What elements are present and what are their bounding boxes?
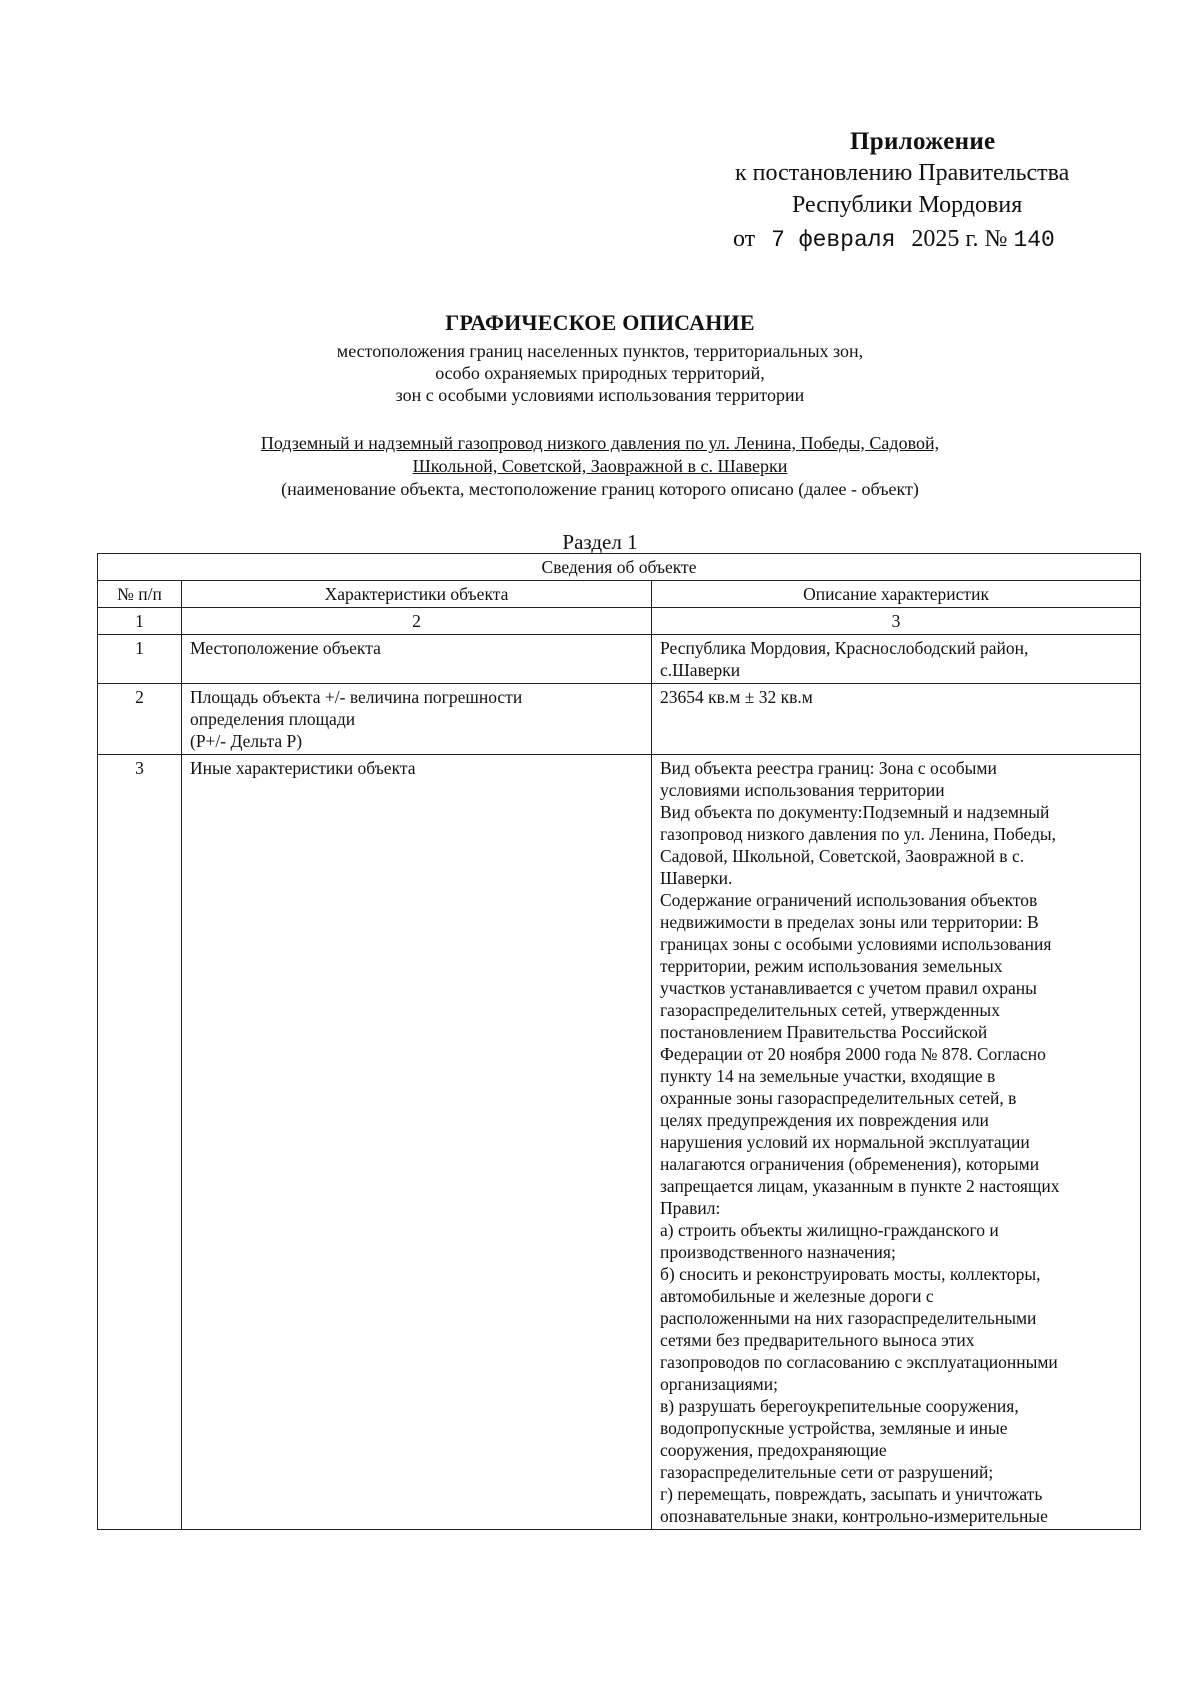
description-line: Федерации от 20 ноября 2000 года № 878. Согласно [660, 1044, 1046, 1064]
table-body [98, 635, 1141, 1530]
column-number-2: 2 [182, 608, 652, 635]
document-subtitle-line-3: зон с особыми условиями использования территории [395, 385, 805, 405]
appendix-line-1: к постановлению Правительства [735, 160, 1070, 186]
description-line: производственного назначения; [660, 1242, 896, 1262]
table-row [98, 755, 1141, 1530]
document-subtitle-line-2: особо охраняемых природных территорий, [435, 363, 765, 383]
description-line: с.Шаверки [660, 660, 741, 680]
description-line: Вид объекта реестра границ: Зона с особыми [660, 758, 997, 778]
description-line: организациями; [660, 1374, 778, 1394]
object-name-line-1: Подземный и надземный газопровод низкого давления по ул. Ленина, Победы, Садовой, [260, 433, 940, 453]
object-info-table [97, 553, 1141, 1530]
appendix-year: 2025 г. № [911, 226, 1008, 252]
description-line: территории, режим использования земельных [660, 956, 1003, 976]
column-number-1: 1 [98, 608, 182, 635]
description-line: налагаются ограничения (обременения), которыми [660, 1154, 1040, 1174]
appendix-line-2: Республики Мордовия [792, 192, 1023, 218]
characteristic-line: Иные характеристики объекта [190, 758, 416, 778]
description-line: опознавательные знаки, контрольно-измерительные [660, 1506, 1048, 1526]
description-line: а) строить объекты жилищно-гражданского и [660, 1220, 999, 1240]
row-number: 3 [98, 755, 182, 1530]
column-number-row [98, 608, 1141, 635]
header-description: Описание характеристик [652, 581, 1141, 608]
object-name-caption: (наименование объекта, местоположение границ которого описано (далее - объект) [281, 479, 919, 499]
description-line: автомобильные и железные дороги с [660, 1286, 934, 1306]
characteristic-line: (Р+/- Дельта Р) [190, 731, 303, 751]
description-line: расположенными на них газораспределительными [660, 1308, 1037, 1328]
description-line: газопроводов по согласованию с эксплуатационными [660, 1352, 1058, 1372]
appendix-date: 7 февраля [771, 227, 896, 253]
description-line: целях предупреждения их повреждения или [660, 1110, 989, 1130]
description-line: пункту 14 на земельные участки, входящие в [660, 1066, 996, 1086]
description-line: Правил: [660, 1198, 721, 1218]
description-line: охранные зоны газораспределительных сетей, в [660, 1088, 1017, 1108]
description-line: 23654 кв.м ± 32 кв.м [660, 687, 813, 707]
table-header-row [98, 581, 1141, 608]
description-line: участков устанавливается с учетом правил охраны [660, 978, 1037, 998]
document-subtitle-line-1: местоположения границ населенных пунктов, территориальных зон, [336, 341, 864, 361]
table-row [98, 635, 1141, 684]
description-line: Содержание ограничений использования объектов [660, 890, 1038, 910]
description-line: Вид объекта по документу:Подземный и надземный [660, 802, 1050, 822]
description-line: водопропускные устройства, земляные и иные [660, 1418, 1008, 1438]
table-row [98, 684, 1141, 755]
document-title: ГРАФИЧЕСКОЕ ОПИСАНИЕ [445, 310, 755, 335]
row-number: 1 [98, 635, 182, 684]
description-line: границах зоны с особыми условиями использования [660, 934, 1052, 954]
row-description [652, 635, 1141, 684]
row-characteristic [182, 635, 652, 684]
column-number-3: 3 [652, 608, 1141, 635]
description-line: нарушения условий их нормальной эксплуатации [660, 1132, 1030, 1152]
row-description [652, 684, 1141, 755]
description-line: б) сносить и реконструировать мосты, коллекторы, [660, 1264, 1041, 1284]
characteristic-line: Местоположение объекта [190, 638, 381, 658]
description-line: сетями без предварительного выноса этих [660, 1330, 975, 1350]
characteristic-line: Площадь объекта +/- величина погрешности [190, 687, 523, 707]
description-line: условиями использования территории [660, 780, 945, 800]
appendix-prefix: от [733, 226, 756, 252]
header-characteristic: Характеристики объекта [182, 581, 652, 608]
description-line: запрещается лицам, указанным в пункте 2 настоящих [660, 1176, 1060, 1196]
description-line: недвижимости в пределах зоны или территории: В [660, 912, 1039, 932]
appendix-title: Приложение [850, 128, 996, 155]
row-description [652, 755, 1141, 1530]
row-characteristic [182, 684, 652, 755]
row-number: 2 [98, 684, 182, 755]
appendix-date-line [733, 226, 1055, 253]
appendix-number: 140 [1013, 227, 1055, 253]
table-caption: Сведения об объекте [98, 554, 1141, 581]
description-line: газораспределительные сети от разрушений; [660, 1462, 994, 1482]
description-line: г) перемещать, повреждать, засыпать и уничтожать [660, 1484, 1043, 1504]
characteristic-line: определения площади [190, 709, 356, 729]
table-caption-row [98, 554, 1141, 581]
description-line: постановлением Правительства Российской [660, 1022, 988, 1042]
description-line: Республика Мордовия, Краснослободский район, [660, 638, 1029, 658]
section-title: Раздел 1 [562, 530, 638, 554]
description-line: Шаверки. [660, 868, 733, 888]
description-line: газопровод низкого давления по ул. Ленина, Победы, [660, 824, 1056, 844]
row-characteristic [182, 755, 652, 1530]
description-line: Садовой, Школьной, Советской, Заовражной в с. [660, 846, 1025, 866]
header-number: № п/п [98, 581, 182, 608]
description-line: сооружения, предохраняющие [660, 1440, 887, 1460]
description-line: в) разрушать берегоукрепительные сооружения, [660, 1396, 1019, 1416]
object-name-line-2: Школьной, Советской, Заовражной в с. Шаверки [412, 456, 788, 476]
description-line: газораспределительных сетей, утвержденных [660, 1000, 1000, 1020]
